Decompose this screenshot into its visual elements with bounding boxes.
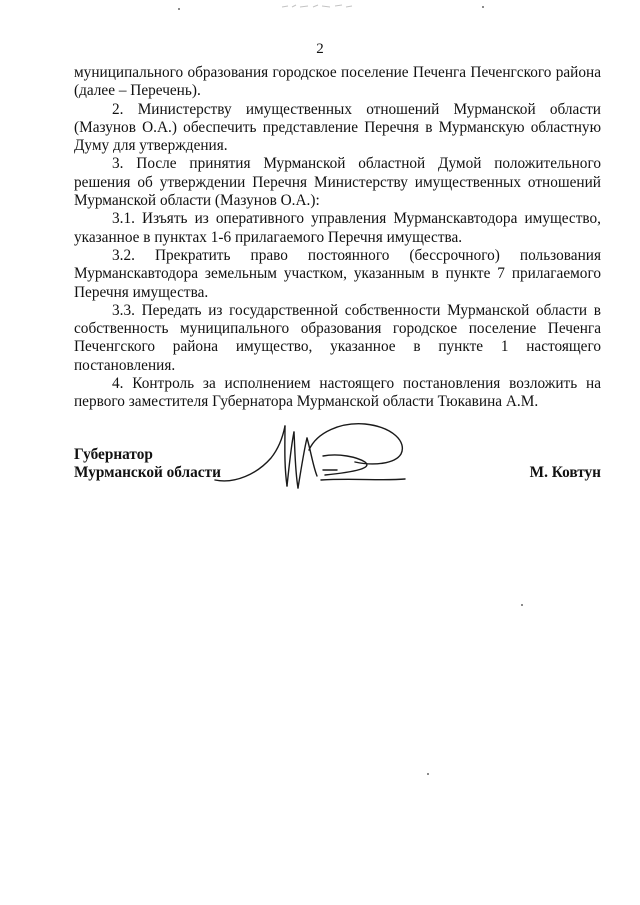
paragraph-item-3-1: 3.1. Изъять из оперативного управления Мурманскавтодора имущество, указанное в пунктах 1-6 прилагаемого Перечня имущества. xyxy=(74,210,601,246)
paragraph-item-3-3: 3.3. Передать из государственной собственности Мурманской области в собственность муниципального образования городское поселение Печенга Печенгского района имущество, указанное в пункте 1 настоящего постановления. xyxy=(74,301,601,374)
scan-speck xyxy=(482,6,484,8)
document-body xyxy=(74,64,601,412)
faint-top-stamp-icon xyxy=(280,2,355,10)
scan-speck xyxy=(521,604,523,606)
signatory-position-line1: Губернатор xyxy=(74,446,153,463)
paragraph-item-4: 4. Контроль за исполнением настоящего постановления возложить на первого заместителя Губернатора Мурманской области Тюкавина А.М. xyxy=(74,375,601,411)
scan-speck xyxy=(427,773,429,775)
scan-speck xyxy=(178,8,180,10)
signatory-name: М. Ковтун xyxy=(529,464,601,481)
signatory-position xyxy=(74,446,221,483)
signature-block xyxy=(74,446,601,486)
paragraph-item-3-2: 3.2. Прекратить право постоянного (бессрочного) пользования Мурманскавтодора земельным участком, указанным в пункте 7 прилагаемого Перечня имущества. xyxy=(74,246,601,301)
paragraph-item-2: 2. Министерству имущественных отношений Мурманской области (Мазунов О.А.) обеспечить представление Перечня в Мурманскую областную Думу для утверждения. xyxy=(74,100,601,155)
page-number: 2 xyxy=(316,41,324,57)
paragraph-continuation: муниципального образования городское поселение Печенга Печенгского района (далее – Перечень). xyxy=(74,64,601,100)
signatory-position-line2: Мурманской области xyxy=(74,464,221,482)
paragraph-item-3: 3. После принятия Мурманской областной Думой положительного решения об утверждении Перечня Министерству имущественных отношений Мурманской области (Мазунов О.А.): xyxy=(74,155,601,210)
